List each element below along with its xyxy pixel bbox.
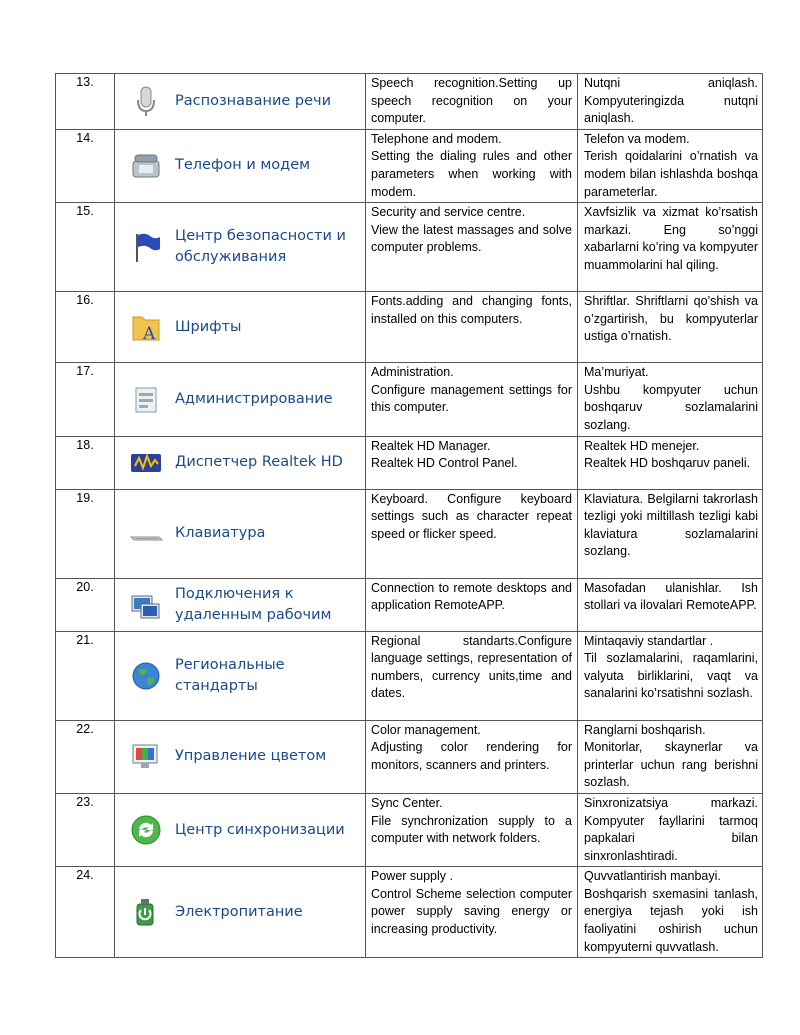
english-cell <box>366 436 578 489</box>
english-description: Power supply . Control Scheme selection computer power supply saving energy or increasing productivity. <box>371 869 572 937</box>
uzbek-description: Ma’muriyat. Ushbu kompyuter uchun boshqaruv sozlamalarini sozlang. <box>584 365 758 432</box>
uzbek-cell <box>578 489 763 578</box>
uzbek-description: Ranglarni boshqarish. Monitorlar, skaynerlar va printerlar uchun rang berishni sozlash. <box>584 722 758 790</box>
fonts-folder-icon <box>129 310 163 344</box>
row-number: 13. <box>56 74 115 130</box>
row-number: 21. <box>56 631 115 720</box>
control-panel-item <box>115 631 366 720</box>
control-panel-item <box>115 867 366 958</box>
uzbek-cell <box>578 578 763 631</box>
english-description: Speech recognition.Setting up speech recognition on your computer. <box>371 76 572 126</box>
control-panel-item-label: Управление цветом <box>175 748 327 765</box>
color-management-icon <box>129 740 163 774</box>
control-panel-table <box>55 73 763 958</box>
control-panel-item <box>115 203 366 292</box>
table-row <box>56 720 763 793</box>
table-row <box>56 129 763 202</box>
row-number: 19. <box>56 489 115 578</box>
english-cell <box>366 867 578 958</box>
row-number: 23. <box>56 793 115 866</box>
english-description: Regional standarts.Configure language settings, representation of numbers, currency units,time and dates. <box>371 633 572 701</box>
uzbek-description: Shriftlar. Shriftlarni qo’shish va o’zgartirish, bu kompyuterlar ustiga o’rnatish. <box>584 294 758 344</box>
english-cell <box>366 578 578 631</box>
control-panel-item <box>115 489 366 578</box>
table-row <box>56 793 763 866</box>
control-panel-item-label: Диспетчер Realtek HD <box>175 454 343 471</box>
english-description: Security and service centre. View the latest massages and solve computer problems. <box>371 205 572 255</box>
flag-icon <box>129 230 163 264</box>
control-panel-item-label: Подключения к удаленным рабочим <box>175 585 332 623</box>
control-panel-item <box>115 578 366 631</box>
sync-icon <box>129 813 163 847</box>
uzbek-description: Quvvatlantirish manbayi. Boshqarish sxemasini tanlash, energiya tejash yoki ish faoliyatini oshirish uchun kompyuterni quvvatlash. <box>584 869 758 954</box>
realtek-audio-icon <box>129 446 163 480</box>
power-options-icon <box>129 895 163 929</box>
control-panel-item <box>115 720 366 793</box>
english-description: Keyboard. Configure keyboard settings such as character repeat speed or flicker speed. <box>371 491 572 541</box>
table-row <box>56 74 763 130</box>
control-panel-item-label: Администрирование <box>175 390 333 407</box>
uzbek-cell <box>578 74 763 130</box>
table-row <box>56 631 763 720</box>
english-description: Connection to remote desktops and application RemoteAPP. <box>371 580 572 613</box>
control-panel-item-label: Телефон и модем <box>175 157 311 174</box>
table-row <box>56 578 763 631</box>
control-panel-item-label: Центр синхронизации <box>175 821 345 838</box>
row-number: 14. <box>56 129 115 202</box>
english-cell <box>366 74 578 130</box>
table-row <box>56 363 763 436</box>
uzbek-cell <box>578 867 763 958</box>
english-description: Sync Center. File synchronization supply to a computer with network folders. <box>371 795 572 846</box>
row-number: 20. <box>56 578 115 631</box>
english-description: Color management. Adjusting color rendering for monitors, scanners and printers. <box>371 722 572 772</box>
table-row <box>56 292 763 363</box>
uzbek-description: Nutqni aniqlash. Kompyuteringizda nutqni aniqlash. <box>584 76 758 126</box>
control-panel-item <box>115 436 366 489</box>
english-cell <box>366 292 578 363</box>
row-number: 17. <box>56 363 115 436</box>
english-description: Administration. Configure management settings for this computer. <box>371 365 572 415</box>
control-panel-item-label: Центр безопасности и обслуживания <box>175 228 346 266</box>
row-number: 18. <box>56 436 115 489</box>
uzbek-description: Realtek HD menejer. Realtek HD boshqaruv paneli. <box>584 438 751 471</box>
uzbek-cell <box>578 793 763 866</box>
uzbek-cell <box>578 203 763 292</box>
uzbek-description: Xavfsizlik va xizmat ko’rsatish markazi. Eng so’nggi xabarlarni ko’ring va kompyuter muammolarini hal qiling. <box>584 205 758 272</box>
uzbek-description: Klaviatura. Belgilarni takrorlash tezligi yoki miltillash tezligi kabi klaviatura sozlamalarini sozlang. <box>584 491 758 559</box>
control-panel-item <box>115 793 366 866</box>
table-row <box>56 489 763 578</box>
telephone-icon <box>129 149 163 183</box>
english-description: Realtek HD Manager. Realtek HD Control Panel. <box>371 438 518 471</box>
keyboard-icon <box>129 517 163 551</box>
uzbek-description: Telefon va modem. Terish qoidalarini o’rnatish va modem bilan ishlashda boshqa parameterlar. <box>584 131 758 199</box>
control-panel-item <box>115 129 366 202</box>
table-row <box>56 436 763 489</box>
english-cell <box>366 793 578 866</box>
uzbek-description: Sinxronizatsiya markazi. Kompyuter fayllarini tarmoq papkalari bilan sinxronlashtiradi. <box>584 795 758 863</box>
uzbek-cell <box>578 720 763 793</box>
uzbek-description: Mintaqaviy standartlar . Til sozlamalarini, raqamlarini, valyuta birliklarini, vaqt va sanalarini ko’rsatishni sozlash. <box>584 633 758 701</box>
microphone-icon <box>129 84 163 118</box>
control-panel-item <box>115 74 366 130</box>
control-panel-item-label: Шрифты <box>175 318 242 335</box>
english-cell <box>366 631 578 720</box>
english-cell <box>366 129 578 202</box>
uzbek-cell <box>578 436 763 489</box>
control-panel-item-label: Электропитание <box>175 903 303 920</box>
english-cell <box>366 489 578 578</box>
uzbek-description: Masofadan ulanishlar. Ish stollari va ilovalari RemoteAPP. <box>584 580 758 613</box>
remote-desktop-icon <box>129 588 163 622</box>
control-panel-item-label: Клавиатура <box>175 525 266 542</box>
table-row <box>56 867 763 958</box>
control-panel-item-label: Распознавание речи <box>175 92 332 109</box>
english-cell <box>366 203 578 292</box>
uzbek-cell <box>578 129 763 202</box>
control-panel-item <box>115 363 366 436</box>
uzbek-cell <box>578 292 763 363</box>
table-row <box>56 203 763 292</box>
english-cell <box>366 720 578 793</box>
row-number: 22. <box>56 720 115 793</box>
admin-tools-icon <box>129 382 163 416</box>
row-number: 16. <box>56 292 115 363</box>
english-description: Fonts.adding and changing fonts, installed on this computers. <box>371 294 572 326</box>
control-panel-item <box>115 292 366 363</box>
svg-text:A: A <box>143 324 156 345</box>
row-number: 24. <box>56 867 115 958</box>
english-cell <box>366 363 578 436</box>
globe-icon <box>129 659 163 693</box>
uzbek-cell <box>578 631 763 720</box>
row-number: 15. <box>56 203 115 292</box>
control-panel-item-label: Региональные стандарты <box>175 656 285 694</box>
english-description: Telephone and modem. Setting the dialing rules and other parameters when working with modem. <box>371 131 572 199</box>
uzbek-cell <box>578 363 763 436</box>
